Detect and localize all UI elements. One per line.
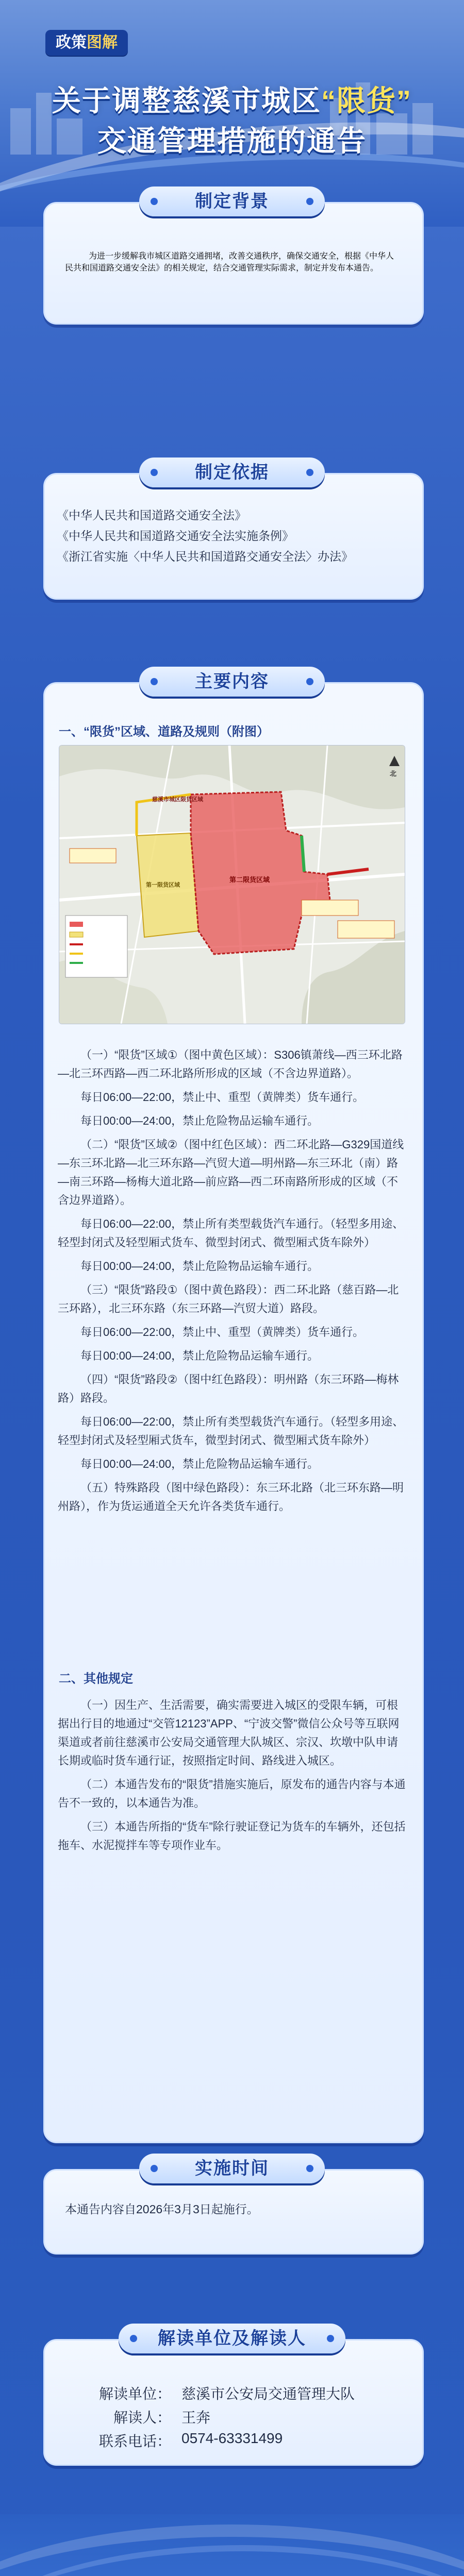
contact-info: [68, 2383, 398, 2454]
rules-content: [58, 1046, 406, 1521]
rule-paragraph: 每日06:00—22:00，禁止所有类型载货汽车通行。（轻型多用途、轻型封闭式及轻型厢式货车、微型封闭式、微型厢式货车除外）: [58, 1217, 404, 1249]
contact-value: 王奔: [181, 2410, 211, 2426]
policy-badge: [45, 30, 128, 56]
implementation-text: 本通告内容自2026年3月3日起施行。: [65, 2202, 259, 2216]
north-label: 北: [390, 770, 397, 777]
title-highlight: “限货”: [321, 84, 412, 117]
rule-paragraph: （一）“限货”区域①（图中黄色区域）：S306镇萧线—西三环北路—北三环西路—西二环北路所形成的区域（不含边界道路）。: [58, 1048, 403, 1080]
contact-key: 联系电话：: [98, 2433, 171, 2449]
basis-list: [57, 505, 407, 567]
badge-text: 政策: [56, 34, 87, 51]
map-label: 慈溪市城区限货区域: [152, 796, 203, 803]
section-title-background: 制定背景: [139, 187, 325, 216]
section-title-interpretation: 解读单位及解读人: [119, 2324, 345, 2353]
rule-paragraph: 每日00:00—24:00，禁止危险物品运输车通行。: [80, 1349, 319, 1362]
rule-paragraph: 每日00:00—24:00，禁止危险物品运输车通行。: [80, 1114, 319, 1127]
restriction-map: [59, 745, 405, 1024]
rule-paragraph: （三）“限货”路段①（图中黄色路段）：西二环北路（慈百路—北三环路），北三环东路（东三环路—汽贸大道）路段。: [58, 1283, 399, 1315]
rule-paragraph: （四）“限货”路段②（图中红色路段）：明州路（东三环路—梅林路）路段。: [58, 1373, 399, 1404]
badge-highlight: 图解: [87, 34, 118, 51]
contact-key: 解读人：: [113, 2410, 171, 2426]
contact-value: 0574-63331499: [181, 2430, 283, 2446]
background-paragraph: 为进一步缓解我市城区道路交通拥堵，改善交通秩序，确保交通安全，根据《中华人民共和国道路交通安全法》的相关规定，结合交通管理实际需求，制定并发布本通告。: [65, 252, 394, 273]
page-title-line1: [0, 78, 464, 120]
contact-value: 慈溪市公安局交通管理大队: [181, 2386, 355, 2402]
other-rule-paragraph: （二）本通告发布的“限货”措施实施后，原发布的通告内容与本通告不一致的，以本通告为准。: [58, 1778, 406, 1809]
rule-paragraph: 每日00:00—24:00，禁止危险物品运输车通行。: [80, 1458, 319, 1470]
contact-key: 解读单位：: [98, 2386, 171, 2402]
map-label-yellow-zone: 第一限货区域: [146, 882, 180, 888]
other-rule-paragraph: （一）因生产、生活需要，确实需要进入城区的受限车辆，可根据出行目的地通过“交管12123”APP、“宁波交警”微信公众号等互联网渠道或者前往慈溪市公安局交通管理大队城区、宗汉、坎墩中队申请长期或临时货车通行证，按照指定时间、路线进入城区。: [58, 1699, 400, 1767]
rule-paragraph: （五）特殊路段（图中绿色路段）：东三环北路（北三环东路—明州路），作为货运通道全天允许各类货车通行。: [58, 1481, 404, 1513]
contact-row: [68, 2406, 398, 2430]
basis-item: 《中华人民共和国道路交通安全法实施条例》: [57, 529, 294, 543]
basis-item: 《中华人民共和国道路交通安全法》: [57, 509, 246, 522]
basis-item: 《浙江省实施〈中华人民共和国道路交通安全法〉办法》: [57, 550, 353, 563]
other-rules-content: [58, 1696, 406, 1860]
section-title-basis: 制定依据: [139, 457, 325, 487]
rule-paragraph: 每日00:00—24:00，禁止危险物品运输车通行。: [80, 1260, 319, 1273]
rule-paragraph: 每日06:00—22:00，禁止中、重型（黄牌类）货车通行。: [80, 1091, 364, 1104]
map-graphic: [59, 745, 405, 1024]
map-label-red-zone: 第二限货区域: [229, 876, 270, 884]
section-title-implementation: 实施时间: [139, 2154, 325, 2183]
contact-row: [68, 2430, 398, 2454]
footer-background: [0, 2514, 464, 2576]
other-rule-paragraph: （三）本通告所指的“货车”除行驶证登记为货车的车辆外，还包括拖车、水泥搅拌车等专项作业车。: [58, 1820, 406, 1852]
subhead-other-rules: 二、其他规定: [59, 1672, 133, 1686]
rule-paragraph: 每日06:00—22:00，禁止中、重型（黄牌类）货车通行。: [80, 1326, 364, 1338]
title-text: 关于调整慈溪市城区: [52, 84, 321, 117]
rule-paragraph: （二）“限货”区域②（图中红色区域）：西二环北路—G329国道线—东三环北路—北三环东路—汽贸大道—明州路—东三环北（南）路—南三环路—杨梅大道北路—前应路—西二环南路所形成的区域（不含边界道路）。: [58, 1138, 404, 1207]
section-title-main: 主要内容: [139, 667, 325, 697]
contact-row: [68, 2383, 398, 2406]
rule-paragraph: 每日06:00—22:00，禁止所有类型载货汽车通行。（轻型多用途、轻型封闭式及轻型厢式货车，微型封闭式、微型厢式货车除外）: [58, 1415, 404, 1447]
subhead-restricted-areas: 一、“限货”区域、道路及规则（附图）: [59, 725, 269, 739]
background-text: [65, 241, 400, 281]
page-title-line2: 交通管理措施的通告: [97, 125, 367, 157]
